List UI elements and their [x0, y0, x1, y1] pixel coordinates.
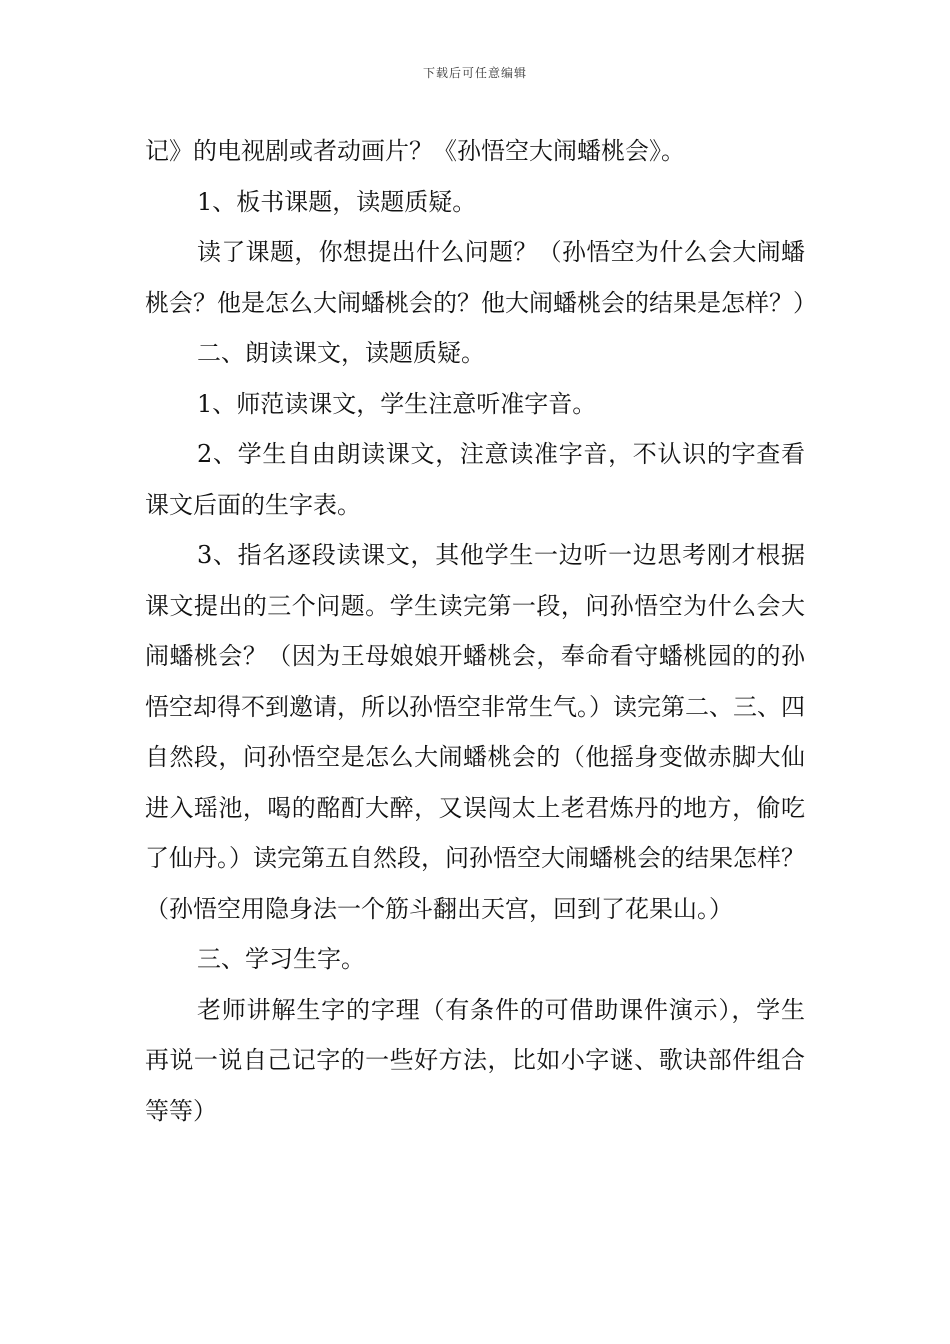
- paragraph-9: 老师讲解生字的字理（有条件的可借助课件演示），学生再说一说自己记字的一些好方法，比如小字谜、歌诀部件组合等等）: [145, 995, 805, 1125]
- paragraph-4: 二、朗读课文，读题质疑。: [197, 339, 485, 367]
- paragraph-7: 3、指名逐段读课文，其他学生一边听一边思考刚才根据课文提出的三个问题。学生读完第一段，问孙悟空为什么会大闹蟠桃会？（因为王母娘娘开蟠桃会，奉命看守蟠桃园的的孙悟空却得不到邀请，所以孙悟空非常生气。）读完第二、三、四自然段，问孙悟空是怎么大闹蟠桃会的（他摇身变做赤脚大仙进入瑶池，喝的酩酊大醉，又误闯太上老君炼丹的地方，偷吃了仙丹。）读完第五自然段，问孙悟空大闹蟠桃会的结果怎样？（孙悟空用隐身法一个筋斗翻出天宫，回到了花果山。）: [145, 541, 805, 923]
- paragraph-5: 1、师范读课文，学生注意听准字音。: [197, 389, 597, 418]
- paragraph-8: 三、学习生字。: [197, 945, 365, 973]
- paragraph-2: 1、板书课题，读题质疑。: [197, 187, 477, 216]
- paragraph-1: 记》的电视剧或者动画片？《孙悟空大闹蟠桃会》。: [145, 137, 685, 165]
- paragraph-3: 读了课题，你想提出什么问题？（孙悟空为什么会大闹蟠桃会？他是怎么大闹蟠桃会的？他大闹蟠桃会的结果是怎样？）: [145, 238, 817, 317]
- paragraph-6: 2、学生自由朗读课文，注意读准字音，不认识的字查看课文后面的生字表。: [145, 440, 805, 519]
- page-header: 下载后可任意编辑: [422, 66, 527, 80]
- document-body: [145, 126, 817, 1136]
